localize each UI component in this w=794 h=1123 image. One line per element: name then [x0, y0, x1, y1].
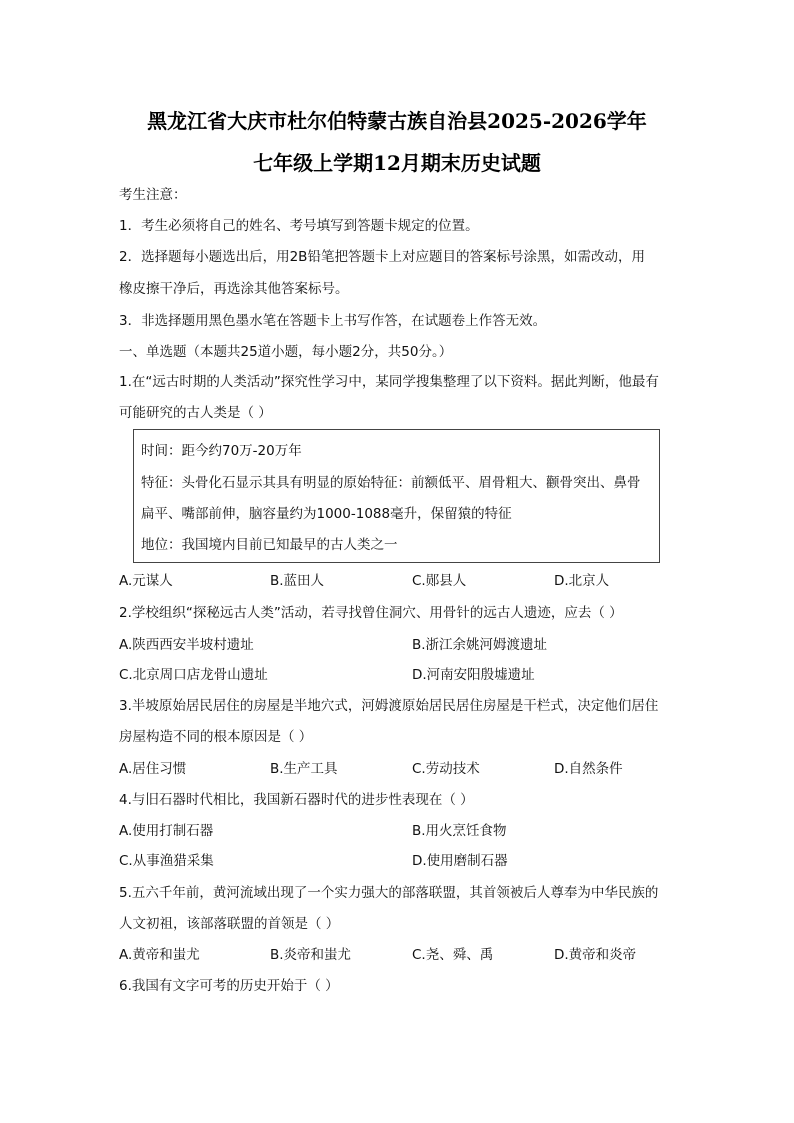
material-line: 特征：头骨化石显示其具有明显的原始特征：前额低平、眉骨粗大、颧骨突出、鼻骨 — [141, 475, 641, 491]
notice-heading: 考生注意： — [119, 187, 187, 203]
option-b: B.蓝田人 — [270, 573, 325, 589]
question-3-stem: 房屋构造不同的根本原因是（ ） — [119, 729, 313, 745]
option-a: A.居住习惯 — [119, 761, 187, 777]
option-d: D.自然条件 — [554, 761, 623, 777]
option-c: C.郧县人 — [412, 573, 467, 589]
option-c: C.从事渔猎采集 — [119, 853, 214, 869]
option-d: D.河南安阳殷墟遗址 — [412, 667, 535, 683]
material-line: 时间：距今约70万-20万年 — [141, 443, 302, 459]
notice-item: 橡皮擦干净后，再选涂其他答案标号。 — [119, 281, 349, 297]
option-d: D.使用磨制石器 — [412, 853, 508, 869]
question-1-stem: 可能研究的古人类是（ ） — [119, 405, 272, 421]
option-a: A.元谋人 — [119, 573, 173, 589]
exam-title-line-1: 黑龙江省大庆市杜尔伯特蒙古族自治县2025-2026学年 — [147, 109, 647, 133]
question-4-stem: 4.与旧石器时代相比，我国新石器时代的进步性表现在（ ） — [119, 792, 474, 808]
notice-item: 3．非选择题用黑色墨水笔在答题卡上书写作答，在试题卷上作答无效。 — [119, 313, 547, 329]
question-2-stem: 2.学校组织“探秘远古人类”活动，若寻找曾住洞穴、用骨针的远古人遗迹，应去（ ） — [119, 605, 623, 621]
question-5-stem: 人文初祖，该部落联盟的首领是（ ） — [119, 916, 340, 932]
question-6-stem: 6.我国有文字可考的历史开始于（ ） — [119, 978, 339, 994]
option-d: D.黄帝和炎帝 — [554, 947, 637, 963]
exam-title-line-2: 七年级上学期12月期末历史试题 — [253, 151, 541, 175]
section-heading: 一、单选题（本题共25道小题，每小题2分，共50分。） — [119, 344, 453, 360]
option-c: C.北京周口店龙骨山遗址 — [119, 667, 268, 683]
option-a: A.陕西西安半坡村遗址 — [119, 637, 254, 653]
option-a: A.黄帝和蚩尤 — [119, 947, 200, 963]
option-b: B.生产工具 — [270, 761, 338, 777]
question-5-stem: 5.五六千年前，黄河流域出现了一个实力强大的部落联盟，其首领被后人尊奉为中华民族的 — [119, 885, 659, 901]
question-3-stem: 3.半坡原始居民居住的房屋是半地穴式，河姆渡原始居民居住房屋是干栏式，决定他们居住 — [119, 698, 659, 714]
notice-item: 1．考生必须将自己的姓名、考号填写到答题卡规定的位置。 — [119, 218, 479, 234]
question-1-stem: 1.在“远古时期的人类活动”探究性学习中，某同学搜集整理了以下资料。据此判断，他最有 — [119, 374, 659, 390]
option-b: B.浙江余姚河姆渡遗址 — [412, 637, 548, 653]
option-c: C.劳动技术 — [412, 761, 480, 777]
option-b: B.用火烹饪食物 — [412, 823, 507, 839]
notice-item: 2．选择题每小题选出后，用2B铅笔把答题卡上对应题目的答案标号涂黑，如需改动，用 — [119, 249, 645, 265]
option-c: C.尧、舜、禹 — [412, 947, 494, 963]
option-a: A.使用打制石器 — [119, 823, 214, 839]
option-d: D.北京人 — [554, 573, 610, 589]
material-line: 地位：我国境内目前已知最早的古人类之一 — [141, 537, 398, 553]
option-b: B.炎帝和蚩尤 — [270, 947, 352, 963]
material-line: 扁平、嘴部前伸，脑容量约为1000-1088毫升，保留猿的特征 — [141, 506, 512, 522]
